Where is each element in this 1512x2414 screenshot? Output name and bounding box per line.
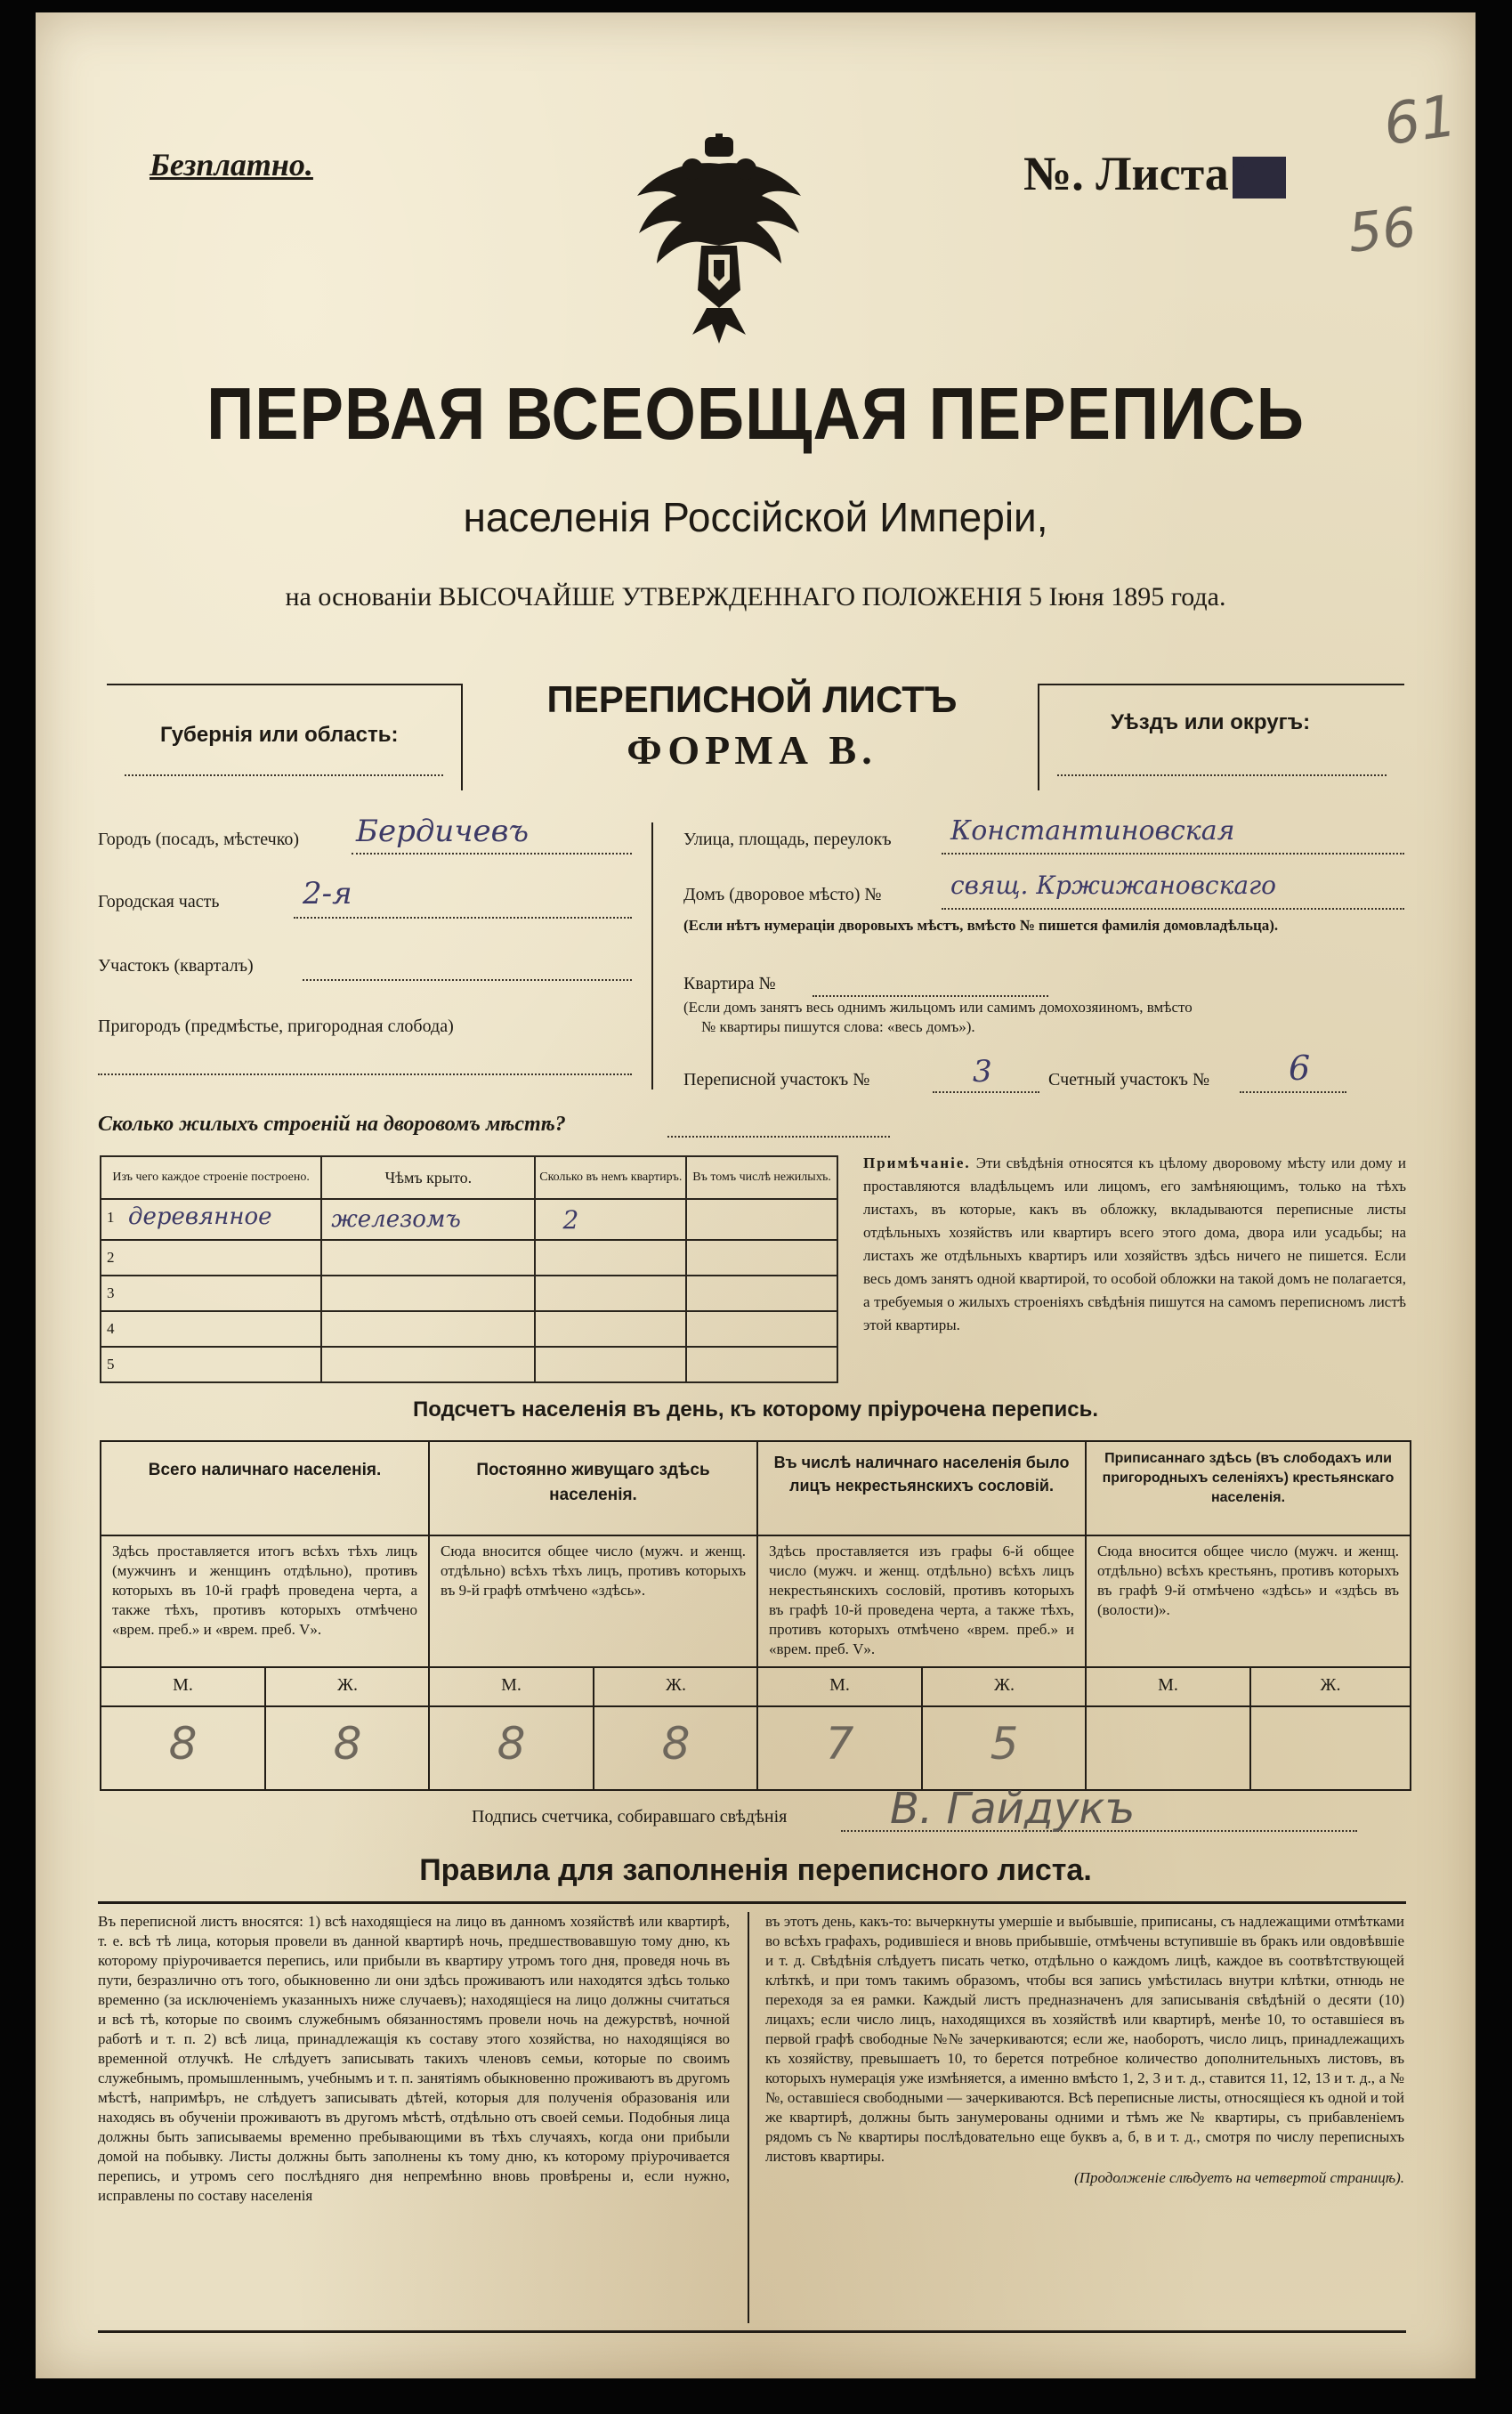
count-column-head: Въ числѣ наличнаго населенія было лицъ некрестьянскихъ сословій.: [773, 1454, 1070, 1495]
buildings-note-lead: Примѣчаніе.: [863, 1154, 971, 1171]
city-part-value[interactable]: 2-я: [303, 876, 352, 911]
buildings-note-text: Эти свѣдѣнія относятся къ цѣлому дворовому мѣсту или дому и проставляются владѣльцемъ или лицомъ, его замѣняющимъ, только на тѣхъ листахъ, въ которые, какъ въ обложку, вкладываются переписные листы отдѣльныхъ хозяйствъ или квартиръ всего этого дома, двора или усадьбы; на листахъ же отдѣльныхъ квартиръ или хозяйствъ здѣсь ничего не пишется. Если весь домъ занятъ одной квартирой, то особой обложки на такой домъ не полагается, а требуемыя о жилыхъ строеніяхъ свѣдѣнія пишутся на самомъ переписномъ листѣ этой квартиры.: [863, 1154, 1406, 1333]
count-divider: [430, 1535, 756, 1536]
buildings-header-nonresidential: Въ томъ числѣ нежилыхъ.: [686, 1156, 837, 1199]
female-label: Ж.: [1320, 1675, 1341, 1695]
buildings-question-line[interactable]: [667, 1136, 890, 1138]
count-column-desc: Сюда вносится общее число (мужч. и женщ. отдѣльно) всѣхъ крестьянъ, противъ которыхъ въ графѣ 9-й отмѣчено «здѣсь» и «здѣсь въ (волости)».: [1097, 1543, 1399, 1618]
total-male-value[interactable]: 8: [168, 1718, 198, 1770]
house-label: Домъ (дворовое мѣсто) №: [683, 885, 882, 904]
building-roof[interactable]: [321, 1276, 535, 1311]
pencil-number-second: 56: [1345, 196, 1419, 265]
count-column-head: Всего наличнаго населенія.: [148, 1461, 382, 1479]
row-number: 2: [101, 1240, 321, 1276]
subtitle: населенія Россійской Имперіи,: [463, 494, 1048, 540]
building-apartments[interactable]: [535, 1276, 686, 1311]
rules-bottom-rule: [98, 2330, 1406, 2333]
suburb-label: Пригородъ (предмѣстье, пригородная слобода): [98, 1017, 454, 1036]
buildings-table: [100, 1155, 838, 1383]
legal-basis: на основаніи ВЫСОЧАЙШЕ УТВЕРЖДЕННАГО ПОЛОЖЕНІЯ 5 Іюня 1895 года.: [285, 582, 1226, 612]
building-roof[interactable]: [321, 1347, 535, 1382]
permanent-male-value[interactable]: 8: [497, 1718, 526, 1770]
double-headed-eagle-emblem: [630, 134, 808, 347]
rules-column-divider: [748, 1912, 749, 2323]
row-number: 4: [101, 1311, 321, 1347]
building-nonresidential[interactable]: [686, 1347, 837, 1382]
signature-value[interactable]: В. Гайдукъ: [890, 1784, 1136, 1834]
province-box: [107, 684, 463, 790]
building-nonresidential[interactable]: [686, 1240, 837, 1276]
rules-left-text: Въ переписной листъ вносятся: 1) всѣ находящіеся на лицо въ данномъ хозяйствѣ или квартирѣ, т. е. всѣ тѣ лица, которыя провели въ данной квартирѣ ночь, предшествовавшую тому дню, къ которому пріурочивается перепись, или прибыли въ квартиру утромъ того дня, проведя ночь въ пути, безразлично отъ того, обыкновенно ли они здѣсь проживаютъ или находятся здѣсь только временно (за исключеніемъ указанныхъ ниже случаевъ); находящіеся на лицо должны считаться и всѣ тѣ, которые по своимъ служебнымъ обязанностямъ провели ночь на дежурствѣ, ночной работѣ и т. п. 2) всѣ лица, принадлежащія къ составу этого хозяйства, но находящіяся во временной отлучкѣ. Не слѣдуетъ записывать такихъ членовъ семьи, которые по своимъ служебнымъ, промышленнымъ, учебнымъ и т. п. занятіямъ обыкновенно проживаютъ въ другомъ мѣстѣ, напримѣръ, не слѣдуетъ записывать дѣтей, которыя для полученія образованія или находясь въ обученіи проживаютъ въ другомъ мѣстѣ, отдѣльно отъ своей семьи. Подобныя лица должны быть записываемы временно пребывающими въ тѣхъ случаяхъ, когда они прибыли домой на побывку. Листы должны быть заполнены къ тому дню, къ которому пріурочивается перепись, и утромъ сего послѣдняго дня непремѣнно вновь провѣрены и, если нужно, исправлены по составу населенія: [98, 1913, 730, 2204]
city-line: [352, 853, 632, 855]
building-apartments[interactable]: [535, 1311, 686, 1347]
count-column: [1087, 1442, 1410, 1789]
total-female-value[interactable]: 8: [333, 1718, 362, 1770]
female-label: Ж.: [994, 1675, 1015, 1695]
province-label: Губернія или область:: [160, 723, 399, 747]
buildings-note: [863, 1152, 1406, 1337]
building-row: [101, 1199, 837, 1240]
census-sheet: [36, 12, 1476, 2378]
province-line[interactable]: [125, 774, 443, 776]
building-row: [101, 1240, 837, 1276]
buildings-header-row: [101, 1156, 837, 1199]
rules-right-text: въ этотъ день, какъ-то: вычеркнуты умершіе и выбывшіе, приписаны, съ надлежащими отмѣтками во всѣхъ графахъ, родившіеся и вновь прибывшіе, отмѣчены вступившіе въ бракъ или овдовѣвшіе и т. д. Свѣдѣнія слѣдуетъ писать четко, отдѣльно о каждомъ лицѣ, каждое въ соотвѣтствующей клѣткѣ, и при томъ такимъ образомъ, чтобы вся запись умѣстилась внутри клѣтки, отнюдь не переходя за ея рамки. Каждый листъ предназначенъ для записыванія свѣдѣній о десяти (10) лицахъ; если число лицъ, находящихся въ хозяйствѣ или квартирѣ, менѣе 10, то оставшіеся въ первой графѣ свободные №№ зачеркиваются; если же, наоборотъ, число лицъ, принадлежащихъ къ хозяйству, превышаетъ 10, то берется потребное количество дополнительныхъ листовъ, въ которыхъ нумерація уже измѣняется, а именно вмѣсто 1, 2, 3 и т. д., ставится 11, 12, 13 и т. д., а №№, оставшіеся свободными — зачеркиваются. Всѣ переписные листы, относящіеся къ одной и той же квартирѣ, должны быть занумерованы одними и тѣмъ же № квартиры, съ прибавленіемъ рядомъ съ № квартиры послѣдовательно еще буквъ а, б, в и т. д., смотря по числу переписныхъ листовъ квартиры.: [765, 1913, 1404, 2165]
address-left: [98, 814, 632, 1090]
building-roof[interactable]: [321, 1311, 535, 1347]
precinct-label: Участокъ (кварталъ): [98, 956, 254, 976]
buildings-header-apartments: Сколько въ немъ квартиръ.: [535, 1156, 686, 1199]
rules-left-column: [98, 1912, 730, 2206]
sheet-number: [1023, 146, 1286, 201]
count-column-head: Приписаннаго здѣсь (въ слободахъ или пригородныхъ селеніяхъ) крестьянскаго населенія.: [1102, 1451, 1395, 1505]
count-column-desc: Сюда вносится общее число (мужч. и женщ. отдѣльно) всѣхъ тѣхъ лицъ, противъ которыхъ въ 9-й графѣ отмѣчено «здѣсь».: [441, 1543, 746, 1599]
count-divider: [1087, 1535, 1410, 1536]
male-label: М.: [173, 1675, 193, 1695]
building-nonresidential[interactable]: [686, 1276, 837, 1311]
count-mf-mid-rule: [101, 1705, 1410, 1707]
main-title: ПЕРВАЯ ВСЕОБЩАЯ ПЕРЕПИСЬ: [206, 372, 1305, 455]
census-area-label: Переписной участокъ №: [683, 1070, 870, 1090]
apartment-label: Квартира №: [683, 974, 776, 993]
house-note: (Если нѣтъ нумераціи дворовыхъ мѣстъ, вмѣсто № пишется фамилія домовладѣльца).: [683, 917, 1279, 934]
district-label: Уѣздъ или округъ:: [1111, 710, 1311, 734]
apartment-note-2: № квартиры пишутся слова: «весь домъ»).: [701, 1018, 975, 1035]
building-row: [101, 1311, 837, 1347]
count-title: Подсчетъ населенія въ день, къ которому пріурочена перепись.: [413, 1397, 1098, 1422]
city-value[interactable]: Бердичевъ: [356, 814, 530, 849]
male-label: М.: [829, 1675, 850, 1695]
pencil-number-top: 61: [1379, 83, 1461, 159]
count-area-value[interactable]: 6: [1289, 1049, 1311, 1088]
count-area-line: [1240, 1091, 1346, 1093]
rules-top-rule: [98, 1901, 1406, 1904]
street-line: [942, 853, 1404, 855]
female-label: Ж.: [666, 1675, 686, 1695]
district-line[interactable]: [1057, 774, 1387, 776]
signature-label: Подпись счетчика, собиравшаго свѣдѣнія: [472, 1807, 788, 1827]
building-row: [101, 1276, 837, 1311]
non-peasant-female-value[interactable]: 5: [990, 1718, 1019, 1770]
male-label: М.: [1158, 1675, 1178, 1695]
count-column-desc: Здѣсь проставляется итогъ всѣхъ тѣхъ лицъ (мужчинъ и женщинъ отдѣльно), противъ которыхъ въ 10-й графѣ проведена черта, а также тѣхъ, противъ которыхъ отмѣчено «врем. преб.» и «врем. преб. V».: [112, 1543, 417, 1638]
apartment-note-1: (Если домъ занятъ весь однимъ жильцомъ или самимъ домохозяиномъ, вмѣсто: [683, 999, 1193, 1016]
row-number: 5: [101, 1347, 321, 1382]
non-peasant-male-value[interactable]: 7: [825, 1718, 854, 1770]
census-area-value[interactable]: 3: [973, 1054, 992, 1090]
address-divider: [651, 822, 653, 1090]
row-number: 1: [107, 1209, 115, 1226]
precinct-line[interactable]: [303, 979, 632, 981]
building-roof[interactable]: [321, 1240, 535, 1276]
district-box: [1038, 684, 1404, 790]
building-row: [101, 1347, 837, 1382]
sheet-number-value: 1: [1233, 157, 1286, 198]
house-line: [942, 908, 1404, 910]
count-column-head: Постоянно живущаго здѣсь населенія.: [476, 1461, 710, 1504]
rules-right-column: [765, 1912, 1404, 2188]
sheet-number-label: №. Листа: [1023, 147, 1229, 200]
address-right: [666, 814, 1422, 1107]
rules-continued: (Продолженіе слѣдуетъ на четвертой страницѣ).: [1074, 2169, 1404, 2186]
building-apartments[interactable]: 2: [535, 1199, 686, 1240]
buildings-header-roof: Чѣмъ крыто.: [321, 1156, 535, 1199]
rules-title: Правила для заполненія переписного листа.: [419, 1853, 1092, 1887]
count-column-desc: Здѣсь проставляется изъ графы 6-й общее число (мужч. и женщ. отдѣльно) всѣхъ лицъ некрестьянскихъ сословій, противъ которыхъ въ графѣ 10-й проведена черта, а также тѣхъ, противъ которыхъ отмѣчено «врем. преб.» и «врем. преб. V».: [769, 1543, 1074, 1657]
male-label: М.: [501, 1675, 522, 1695]
count-table: [100, 1440, 1411, 1791]
building-apartments[interactable]: [535, 1240, 686, 1276]
city-part-label: Городская часть: [98, 892, 220, 911]
building-apartments[interactable]: [535, 1347, 686, 1382]
buildings-header-material: Изъ чего каждое строеніе построено.: [101, 1156, 321, 1199]
building-nonresidential[interactable]: [686, 1199, 837, 1240]
form-type: ФОРМА В.: [627, 727, 877, 773]
row-number: 3: [101, 1276, 321, 1311]
census-area-line: [933, 1091, 1039, 1093]
city-label: Городъ (посадъ, мѣстечко): [98, 830, 300, 849]
suburb-line[interactable]: [98, 1073, 632, 1075]
building-roof[interactable]: железомъ: [321, 1199, 535, 1240]
count-mf-top-rule: [101, 1666, 1410, 1668]
buildings-question: Сколько жилыхъ строеній на дворовомъ мѣстѣ?: [98, 1113, 566, 1136]
building-nonresidential[interactable]: [686, 1311, 837, 1347]
street-value[interactable]: Константиновская: [950, 815, 1235, 847]
house-value[interactable]: свящ. Кржижановскаго: [950, 871, 1277, 900]
count-divider: [758, 1535, 1085, 1536]
count-area-label: Счетный участокъ №: [1048, 1070, 1210, 1090]
city-part-line: [294, 917, 632, 919]
street-label: Улица, площадь, переулокъ: [683, 830, 892, 849]
permanent-female-value[interactable]: 8: [661, 1718, 691, 1770]
female-label: Ж.: [337, 1675, 358, 1695]
apartment-line[interactable]: [813, 995, 1048, 997]
form-title: ПЕРЕПИСНОЙ ЛИСТЪ: [546, 678, 958, 720]
form-title-block: [463, 678, 1041, 774]
building-material[interactable]: деревянное: [128, 1203, 272, 1230]
free-label: Безплатно.: [150, 147, 313, 182]
count-divider: [101, 1535, 428, 1536]
